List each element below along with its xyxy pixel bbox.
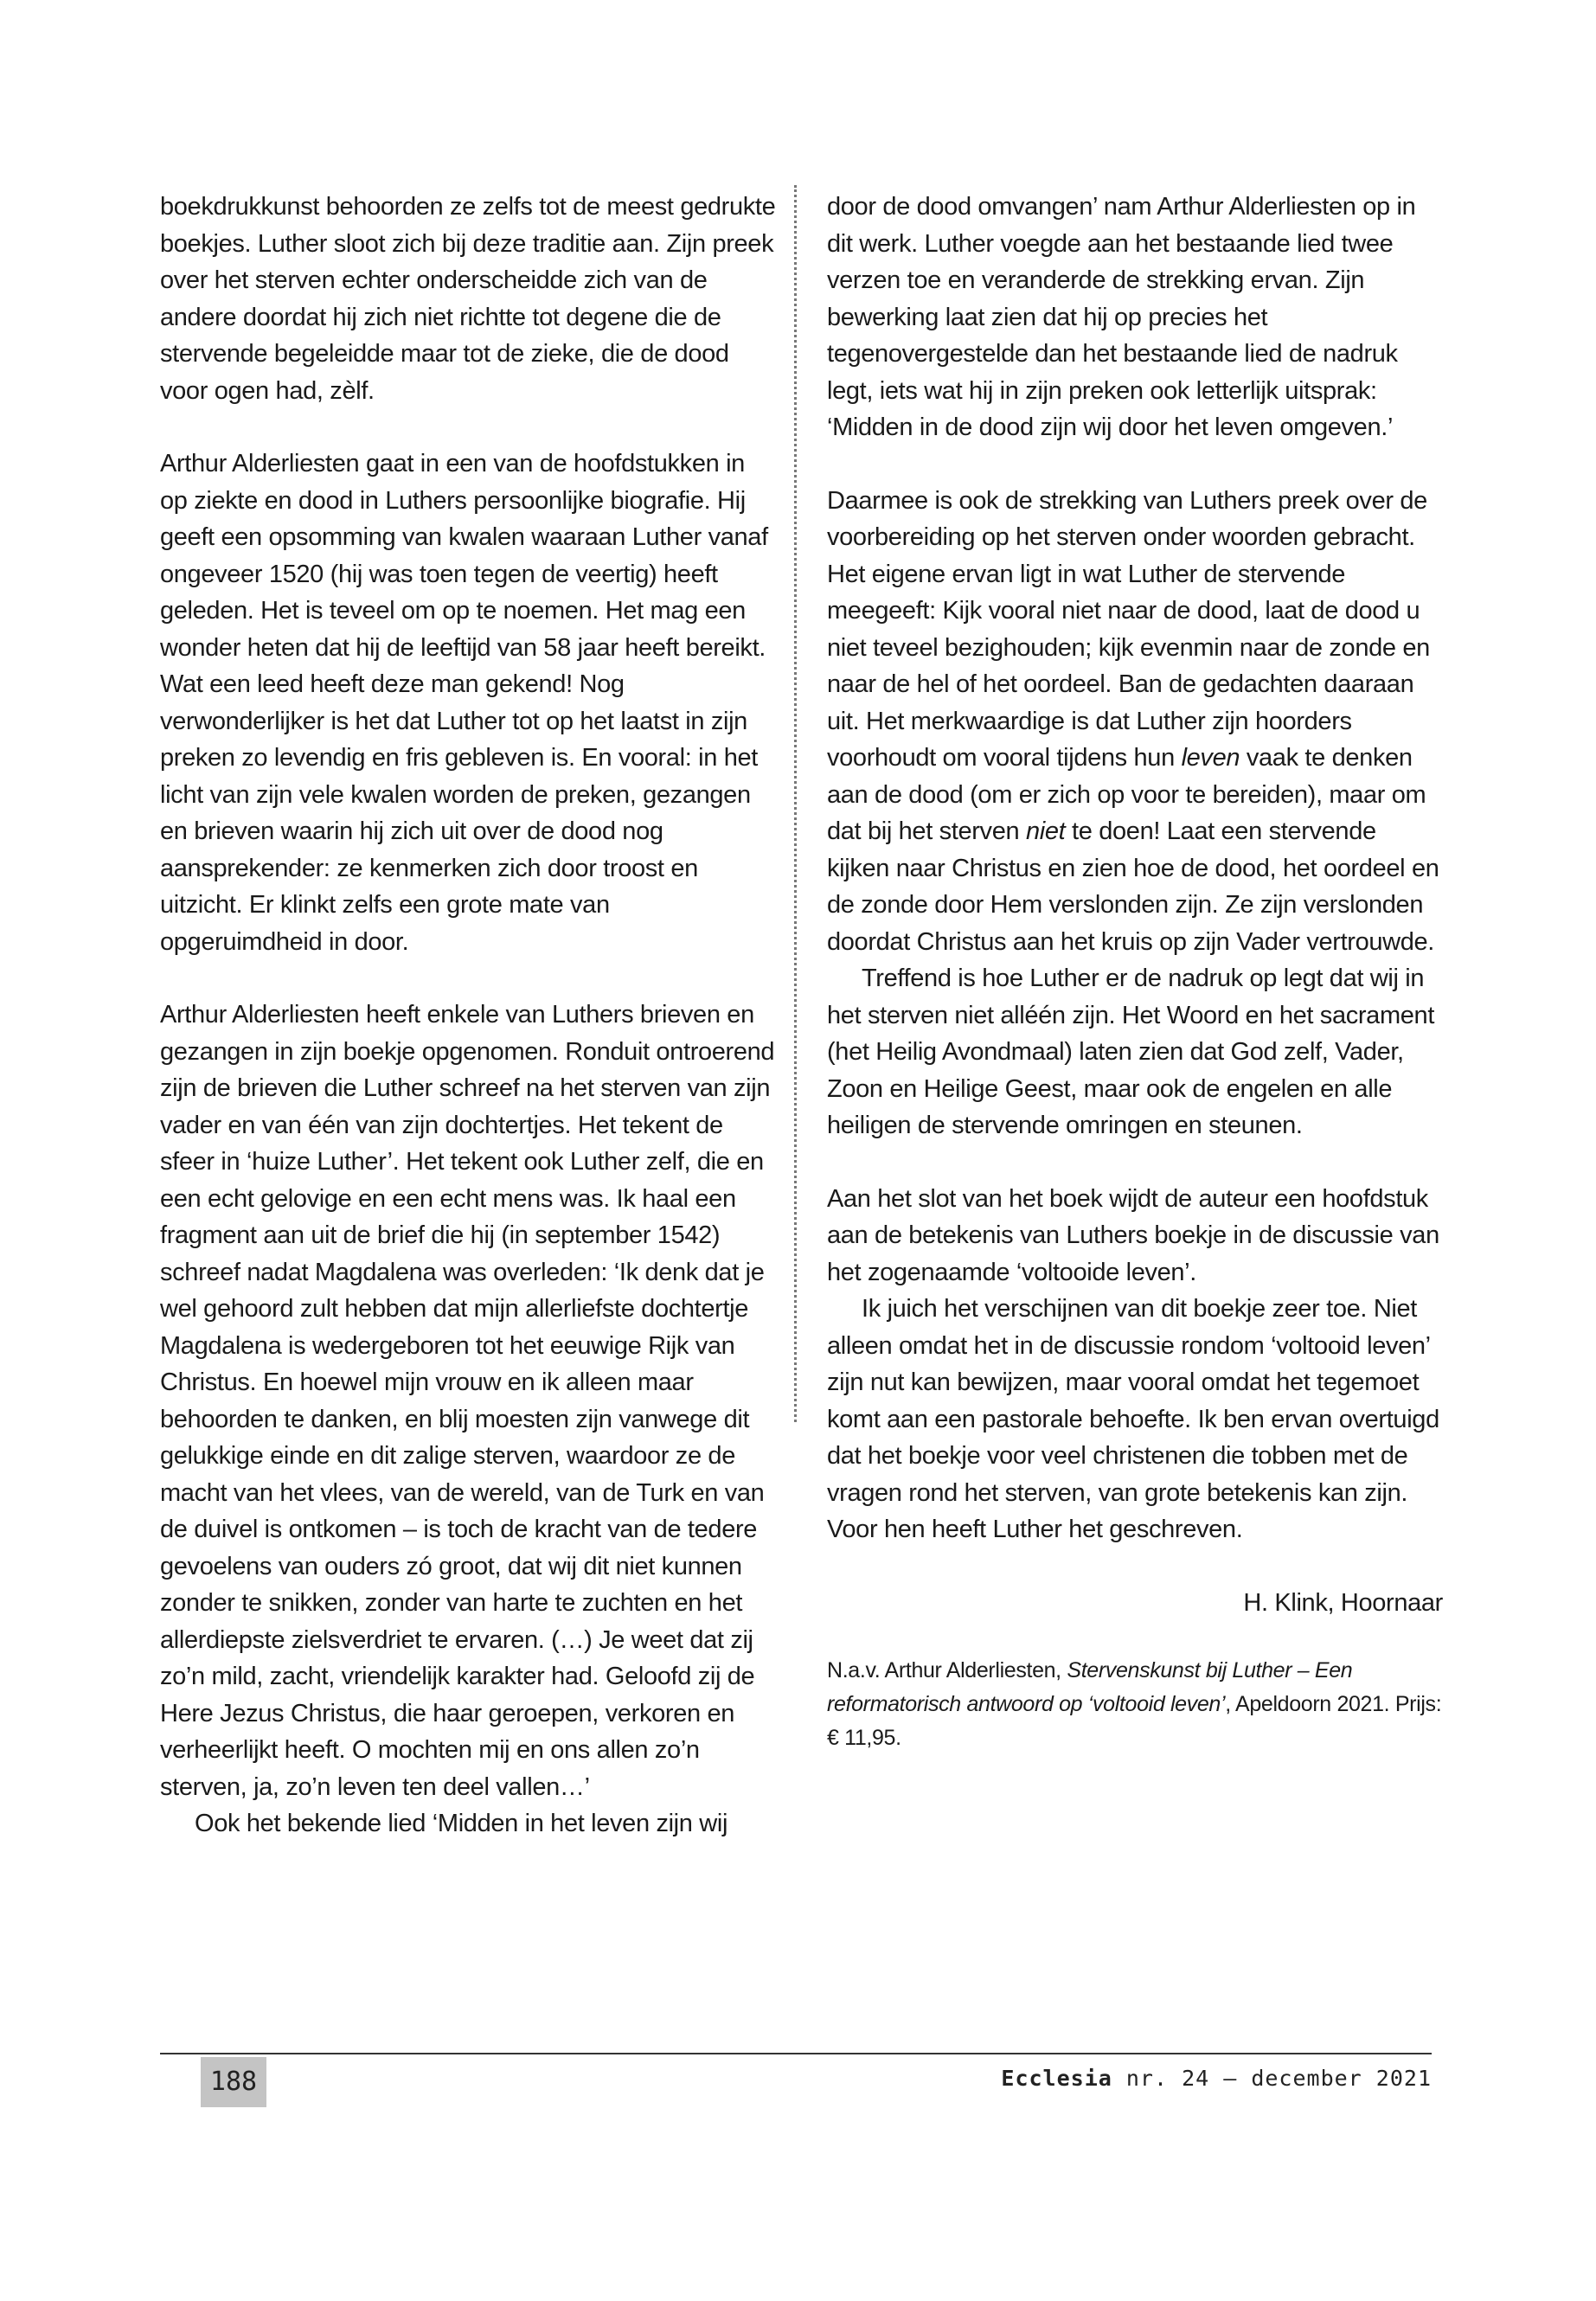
text-run: N.a.v. Arthur Alderliesten, xyxy=(827,1658,1067,1682)
emphasis: leven xyxy=(1181,744,1240,772)
paragraph: door de dood omvangen’ nam Arthur Alderliesten op in dit werk. Luther voegde aan het bestaande lied twee verzen toe en veranderde de strekking ervan. Zijn bewerking laat zien dat hij op precies het tegenovergestelde dan het bestaande lied de nadruk legt, iets wat hij in zijn preken ook letterlijk uitsprak: ‘Midden in de dood zijn wij door het leven omgeven.’ xyxy=(827,193,1416,441)
left-column xyxy=(160,189,776,1843)
journal-masthead xyxy=(1001,2066,1432,2091)
text-run: vaak te denken aan de dood (om er zich op voor te bereiden), maar om dat bij het sterven xyxy=(827,744,1426,845)
paragraph: Arthur Alderliesten gaat in een van de hoofdstukken in op ziekte en dood in Luthers persoonlijke biografie. Hij geeft een opsomming van kwalen waaraan Luther vanaf ongeveer 1520 (hij was toen tegen de veertig) heeft geleden. Het is teveel om op te noemen. Het mag een wonder heten dat hij de leeftijd van 58 jaar heeft bereikt. Wat een leed heeft deze man gekend! Nog verwonderlijker is het dat Luther tot op het laatst in zijn preken zo levendig en fris gebleven is. En vooral: in het licht van zijn vele kwalen worden de preken, gezangen en brieven waarin hij zich uit over de dood nog aansprekender: ze kenmerken zich door troost en uitzicht. Er klinkt zelfs een grote mate van opgeruimdheid in door. xyxy=(160,450,768,956)
text-run: , Apeldoorn 2021. Prijs: € 11,95. xyxy=(827,1692,1442,1750)
paragraph: Ik juich het verschijnen van dit boekje zeer toe. Niet alleen omdat het in de discussie rondom ‘voltooid leven’ zijn nut kan bewijzen, maar vooral omdat het tegemoet komt aan een pastorale behoefte. Ik ben ervan overtuigd dat het boekje voor veel christenen die tobben met de vragen rond het sterven, van grote betekenis kan zijn. Voor hen heeft Luther het geschreven. xyxy=(827,1295,1439,1543)
page-number: 188 xyxy=(201,2057,266,2107)
paragraph: boekdrukkunst behoorden ze zelfs tot de meest gedrukte boekjes. Luther sloot zich bij deze traditie aan. Zijn preek over het sterven echter onderscheidde zich van de andere doordat hij zich niet richtte tot degene die de stervende begeleidde maar tot de zieke, die de dood voor ogen had, zèlf. xyxy=(160,193,776,405)
column-divider xyxy=(794,185,797,1422)
text-run: Daarmee is ook de strekking van Luthers preek over de voorbereiding op het sterven onder woorden gebracht. Het eigene ervan ligt in wat Luther de stervende meegeeft: Kijk vooral niet naar de dood, laat de dood u niet teveel bezighouden; kijk evenmin naar de zonde en naar de hel of het oordeel. Ban de gedachten daaraan uit. Het merkwaardige is dat Luther zijn hoorders voorhoudt om vooral tijdens hun xyxy=(827,486,1430,772)
right-column xyxy=(827,189,1443,1755)
text-run: te doen! Laat een stervende kijken naar Christus en zien hoe de dood, het oordeel en de zonde door Hem verslonden zijn. Ze zijn verslonden doordat Christus aan het kruis op zijn Vader vertrouwde. xyxy=(827,817,1439,956)
paragraph: Aan het slot van het boek wijdt de auteur een hoofdstuk aan de betekenis van Luthers boekje in de discussie van het zogenaamde ‘voltooide leven’. xyxy=(827,1184,1439,1286)
paragraph: Arthur Alderliesten heeft enkele van Luthers brieven en gezangen in zijn boekje opgenomen. Ronduit ontroerend zijn de brieven die Luther schreef na het sterven van zijn vader en van één van zijn dochtertjes. Het tekent de sfeer in ‘huize Luther’. Het tekent ook Luther zelf, die en een echt gelovige en een echt mens was. Ik haal een fragment aan uit de brief die hij (in september 1542) schreef nadat Magdalena was overleden: ‘Ik denk dat je wel gehoord zult hebben dat mijn allerliefste dochtertje Magdalena is wedergeboren tot het eeuwige Rijk van Christus. En hoewel mijn vrouw en ik alleen maar behoorden te danken, en blij moesten zijn vanwege dit gelukkige einde en dit zalige sterven, waardoor ze de macht van het vlees, van de wereld, van de Turk en van de duivel is ontkomen – is toch de kracht van de tedere gevoelens van ouders zó groot, dat wij dit niet kunnen zonder te snikken, zonder van harte te zuchten en het allerdiepste zielsverdriet te ervaren. (…) Je weet dat zij zo’n mild, zacht, vriendelijk karakter had. Geloofd zij de Here Jezus Christus, die haar geroepen, verkoren en verheerlijkt heeft. O mochten mij en ons allen zo’n sterven, ja, zo’n leven ten deel vallen…’ xyxy=(160,1001,775,1801)
author-signature: H. Klink, Hoornaar xyxy=(1243,1588,1443,1617)
book-title: Stervenskunst bij Luther – Een reformatorisch antwoord op ‘voltooid leven’ xyxy=(827,1658,1353,1716)
paragraph: Treffend is hoe Luther er de nadruk op legt dat wij in het sterven niet alléén zijn. Het Woord en het sacrament (het Heilig Avondmaal) laten zien dat God zelf, Vader, Zoon en Heilige Geest, maar ook de engelen en alle heiligen de stervende omringen en steunen. xyxy=(827,965,1435,1139)
emphasis: niet xyxy=(1025,817,1066,845)
paragraph: Ook het bekende lied ‘Midden in het leven zijn wij xyxy=(195,1810,728,1837)
issue-info: nr. 24 – december 2021 xyxy=(1112,2066,1432,2091)
journal-name: Ecclesia xyxy=(1001,2066,1112,2091)
paragraph xyxy=(827,483,1443,961)
book-credit xyxy=(827,1654,1443,1755)
footer-rule xyxy=(160,2053,1432,2054)
